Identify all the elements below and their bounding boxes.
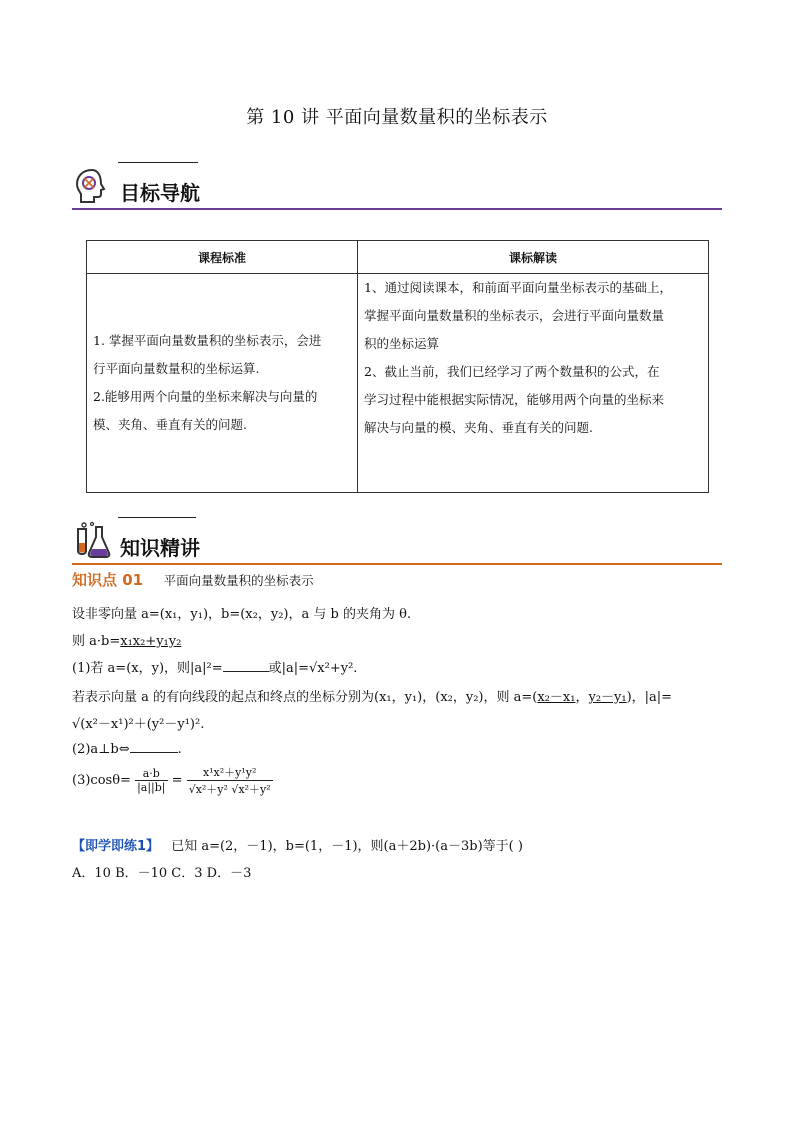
page-title: 第 10 讲 平面向量数量积的坐标表示 xyxy=(246,107,548,128)
text-segment: = xyxy=(171,773,183,788)
table-header: 课程标准 xyxy=(87,241,358,274)
text-segment: ， xyxy=(575,690,589,705)
interpretation-cell xyxy=(358,274,709,493)
section-rule xyxy=(72,563,722,565)
answer-options: A．10 B．－10 C．3 D．－3 xyxy=(72,866,252,881)
text-segment: )，|a|= xyxy=(626,690,673,705)
section-header-goals xyxy=(72,162,722,210)
fraction xyxy=(135,767,167,794)
text-segment: (3)cosθ= xyxy=(72,773,131,788)
text-line xyxy=(72,686,672,705)
standards-table xyxy=(86,240,709,493)
cell-line: 2、截止当前，我们已经学习了两个数量积的公式，在 xyxy=(364,364,660,379)
cell-line: 行平面向量数量积的坐标运算. xyxy=(93,361,260,376)
fraction-numerator: a·b xyxy=(135,767,167,781)
section-label: 目标导航 xyxy=(120,181,200,205)
text-line xyxy=(72,740,182,757)
cell-line: 1、通过阅读课本，和前面平面向量坐标表示的基础上， xyxy=(364,280,672,295)
header-top-rule xyxy=(118,517,196,518)
text-line: √(x²－x¹)²＋(y²－y¹)². xyxy=(72,717,205,732)
table-header: 课标解读 xyxy=(358,241,709,274)
fraction-denominator: |a||b| xyxy=(137,781,166,794)
section-rule xyxy=(72,208,722,210)
answer-underlined: y₂－y₁ xyxy=(588,690,627,705)
cell-line: 积的坐标运算 xyxy=(364,336,440,351)
fraction xyxy=(187,764,273,797)
lab-flask-icon xyxy=(72,521,112,561)
brain-head-icon xyxy=(72,166,112,206)
header-top-rule xyxy=(118,162,198,163)
cell-line: 模、夹角、垂直有关的问题. xyxy=(93,417,247,432)
fraction-denominator: √x²＋y² √x²＋y² xyxy=(188,783,271,796)
cell-line: 解决与向量的模、夹角、垂直有关的问题. xyxy=(364,420,593,435)
knowledge-point-heading xyxy=(72,569,314,590)
answer-underlined: x₁x₂+y₁y₂ xyxy=(120,634,182,649)
text-segment: 若表示向量 a 的有向线段的起点和终点的坐标分别为(x₁，y₁)，(x₂，y₂)，则 a=( xyxy=(72,690,538,705)
text-segment: 或|a|=√x²+y². xyxy=(268,661,358,676)
cell-line: 学习过程中能根据实际情况，能够用两个向量的坐标来 xyxy=(364,392,665,407)
fill-blank xyxy=(223,659,269,672)
question-text: 已知 a=(2，－1)，b=(1，－1)，则(a＋2b)·(a－3b)等于( ) xyxy=(171,839,523,854)
answer-underlined: x₂－x₁ xyxy=(537,690,576,705)
cell-line: 2.能够用两个向量的坐标来解决与向量的 xyxy=(93,389,318,404)
cell-line: 掌握平面向量数量积的坐标表示，会进行平面向量数量 xyxy=(364,308,665,323)
section-label: 知识精讲 xyxy=(120,536,200,560)
text-line xyxy=(72,657,357,676)
fraction-numerator: x¹x²＋y¹y² xyxy=(187,764,273,781)
text-segment: . xyxy=(177,742,182,757)
knowledge-point-title: 平面向量数量积的坐标表示 xyxy=(163,573,314,588)
text-line xyxy=(72,630,181,649)
cosine-formula xyxy=(72,764,273,797)
standards-cell xyxy=(87,274,358,493)
text-segment: (1)若 a=(x，y)，则|a|²= xyxy=(72,661,223,676)
knowledge-point-label: 知识点 01 xyxy=(72,571,144,589)
practice-tag: 【即学即练1】 xyxy=(72,839,160,854)
cell-line: 1. 掌握平面向量数量积的坐标表示，会进 xyxy=(93,333,322,348)
fill-blank xyxy=(130,740,178,753)
section-header-knowledge xyxy=(72,517,722,565)
text-line: 设非零向量 a=(x₁，y₁)，b=(x₂，y₂)，a 与 b 的夹角为 θ. xyxy=(72,607,412,622)
practice-question xyxy=(72,835,523,854)
text-segment: (2)a⊥b⇔ xyxy=(72,742,130,757)
text-segment: 则 a·b= xyxy=(72,634,121,649)
